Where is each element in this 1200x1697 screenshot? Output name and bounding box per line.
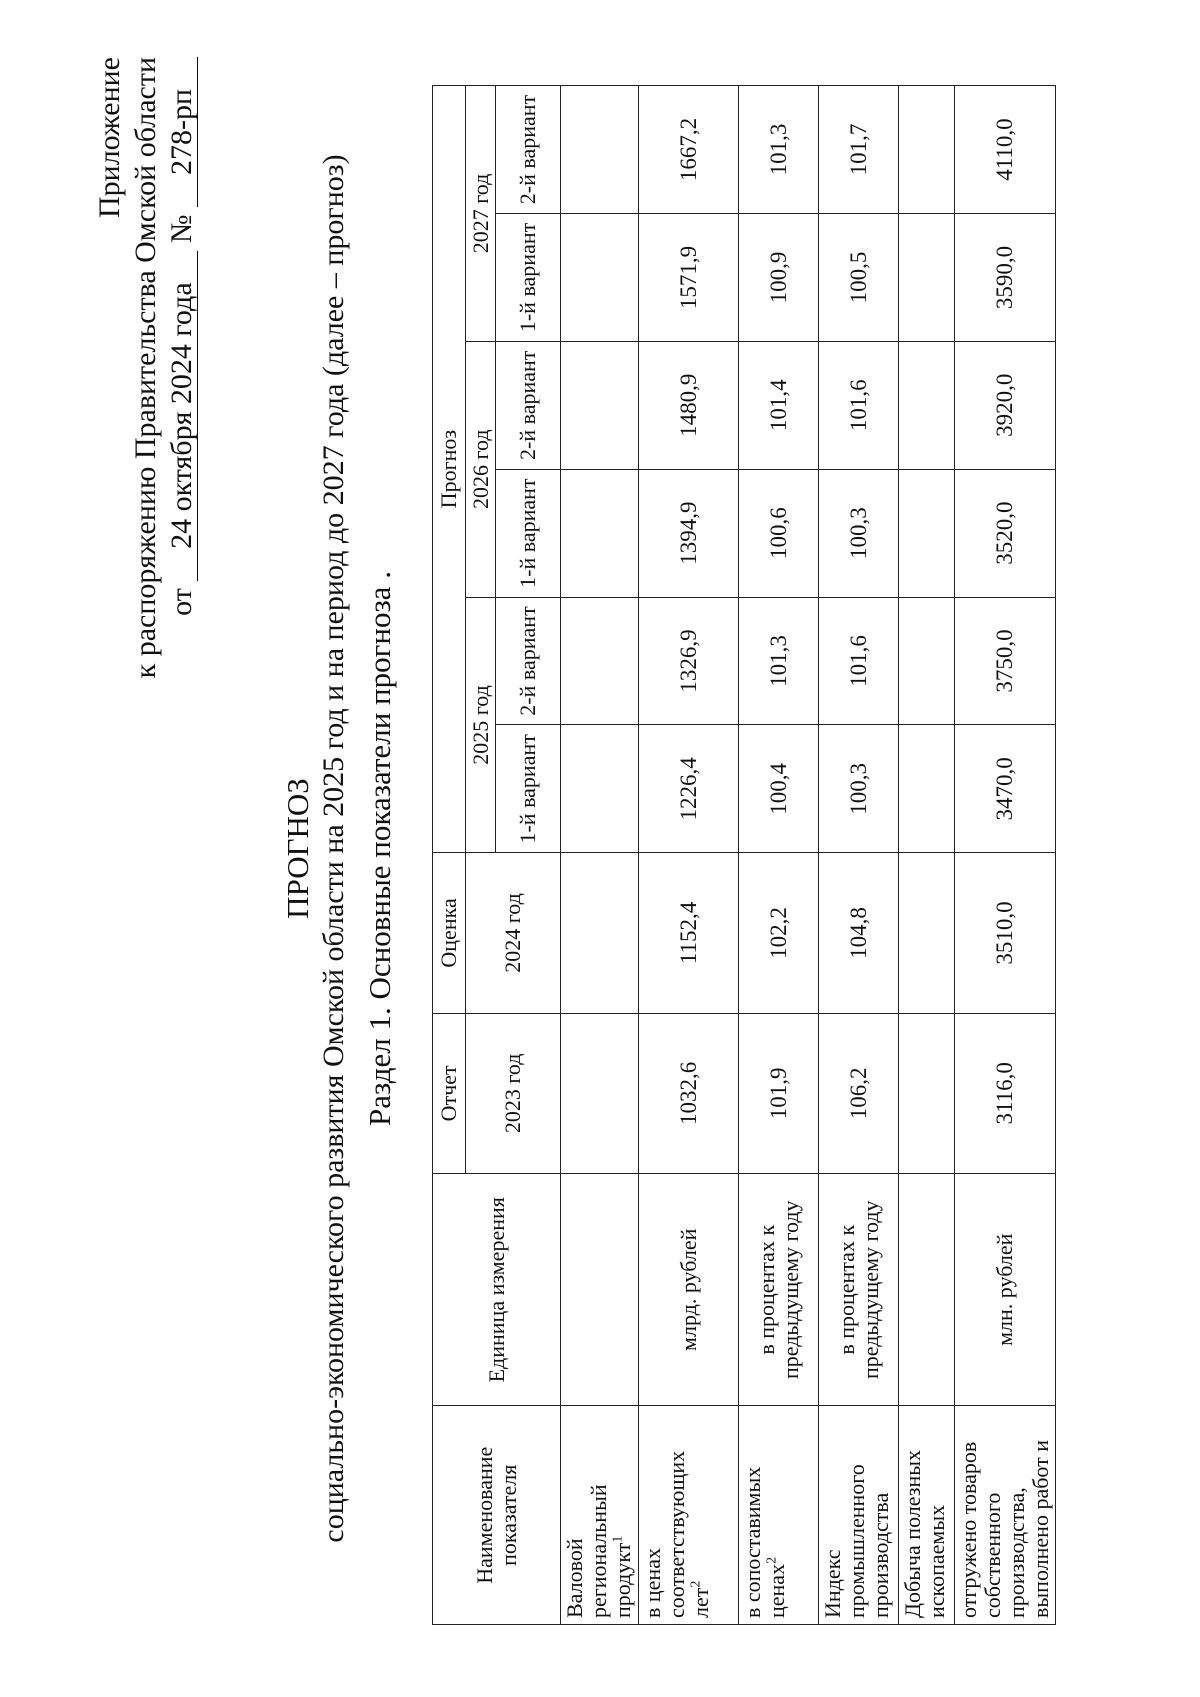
indicator-name-cell — [739, 1406, 819, 1625]
indicator-name: отгружено товаров собственного производства, выполнено работ и — [956, 1440, 1053, 1618]
value-cell: 100,6 — [739, 469, 819, 597]
footnote-marker: 1 — [610, 1535, 626, 1543]
document-subtitle: социально-экономического развития Омской области на 2025 год и на период до 2027 года (далее – прогноз) — [317, 154, 350, 1543]
table-row — [899, 86, 955, 1625]
value-cell: 100,4 — [739, 725, 819, 853]
section-title-text: Раздел 1. Основные показатели прогноза — [362, 586, 397, 1126]
appendix-decree: к распоряжению Правительства Омской области — [129, 57, 162, 679]
indicator-name-cell — [955, 1406, 1056, 1625]
value-cell — [561, 214, 639, 342]
value-cell — [561, 597, 639, 725]
value-cell: 101,9 — [739, 1013, 819, 1173]
value-cell: 1032,6 — [639, 1013, 739, 1173]
header-2026-variant-2: 2-й вариант — [496, 341, 561, 469]
table-row — [739, 86, 819, 1625]
value-cell: 101,3 — [739, 86, 819, 214]
value-cell — [561, 86, 639, 214]
appendix-label: Приложение — [93, 57, 126, 219]
value-cell: 1326,9 — [639, 597, 739, 725]
header-year-2027: 2027 год — [466, 86, 496, 342]
header-unit: Единица измерения — [433, 1174, 561, 1406]
indicator-name-cell — [819, 1406, 899, 1625]
header-year-2024: 2024 год — [466, 853, 561, 1013]
value-cell: 1667,2 — [639, 86, 739, 214]
header-2027-variant-1: 1-й вариант — [496, 214, 561, 342]
indicator-name-cell — [639, 1406, 739, 1625]
value-cell — [561, 469, 639, 597]
value-cell — [899, 1013, 955, 1173]
appendix-block — [92, 57, 200, 697]
value-cell: 3510,0 — [955, 853, 1056, 1013]
forecast-table — [432, 85, 1056, 1625]
document-title-block — [280, 0, 352, 1697]
value-cell — [561, 725, 639, 853]
value-cell: 1571,9 — [639, 214, 739, 342]
table-body — [561, 86, 1056, 1625]
header-2026-variant-1: 1-й вариант — [496, 469, 561, 597]
header-year-2026: 2026 год — [466, 341, 496, 597]
unit-cell: млрд. рублей — [639, 1174, 739, 1406]
unit-cell — [899, 1174, 955, 1406]
value-cell — [899, 341, 955, 469]
value-cell — [899, 597, 955, 725]
header-report: Отчет — [433, 1013, 466, 1173]
header-year-2023: 2023 год — [466, 1013, 561, 1173]
value-cell: 100,3 — [819, 469, 899, 597]
value-cell: 3116,0 — [955, 1013, 1056, 1173]
value-cell — [561, 853, 639, 1013]
value-cell: 101,4 — [739, 341, 819, 469]
document-heading: ПРОГНОЗ — [280, 778, 315, 919]
value-cell: 1394,9 — [639, 469, 739, 597]
header-2027-variant-2: 2-й вариант — [496, 86, 561, 214]
value-cell — [899, 469, 955, 597]
from-label: от — [165, 588, 198, 616]
indicator-name: в сопоставимых ценах — [740, 1466, 789, 1618]
footnote-marker: 2 — [764, 1556, 780, 1564]
value-cell: 1480,9 — [639, 341, 739, 469]
table-row — [819, 86, 899, 1625]
value-cell: 101,3 — [739, 597, 819, 725]
value-cell: 102,2 — [739, 853, 819, 1013]
indicator-name: в ценах соответствующих лет — [640, 1450, 713, 1618]
value-cell: 100,9 — [739, 214, 819, 342]
header-forecast: Прогноз — [433, 86, 466, 853]
value-cell: 101,7 — [819, 86, 899, 214]
unit-cell: в процентах к предыдущему году — [819, 1174, 899, 1406]
unit-cell: в процентах к предыдущему году — [739, 1174, 819, 1406]
indicator-name: Валовой региональный продукт — [562, 1484, 635, 1618]
value-cell: 3590,0 — [955, 214, 1056, 342]
value-cell — [899, 725, 955, 853]
value-cell: 100,3 — [819, 725, 899, 853]
section-title — [362, 0, 398, 1697]
value-cell: 3750,0 — [955, 597, 1056, 725]
value-cell — [899, 86, 955, 214]
decree-number: 278-рп — [167, 57, 198, 207]
value-cell: 104,8 — [819, 853, 899, 1013]
value-cell: 106,2 — [819, 1013, 899, 1173]
value-cell: 101,6 — [819, 341, 899, 469]
number-label: № — [165, 214, 198, 244]
value-cell — [561, 1013, 639, 1173]
value-cell: 3470,0 — [955, 725, 1056, 853]
indicator-name-cell — [561, 1406, 639, 1625]
value-cell: 4110,0 — [955, 86, 1056, 214]
header-2025-variant-2: 2-й вариант — [496, 597, 561, 725]
value-cell — [899, 214, 955, 342]
table-row — [639, 86, 739, 1625]
header-name: Наименование показателя — [433, 1406, 561, 1625]
unit-cell: млн. рублей — [955, 1174, 1056, 1406]
value-cell: 1152,4 — [639, 853, 739, 1013]
value-cell: 3920,0 — [955, 341, 1056, 469]
decree-date: 24 октября 2024 года — [167, 251, 198, 581]
header-year-2025: 2025 год — [466, 597, 496, 853]
value-cell — [899, 853, 955, 1013]
table-row — [955, 86, 1056, 1625]
header-2025-variant-1: 1-й вариант — [496, 725, 561, 853]
appendix-date-line — [164, 57, 200, 697]
indicator-name-cell — [899, 1406, 955, 1625]
header-estimate: Оценка — [433, 853, 466, 1013]
indicator-name: Добыча полезных ископаемых — [900, 1449, 949, 1618]
value-cell: 3520,0 — [955, 469, 1056, 597]
value-cell: 101,6 — [819, 597, 899, 725]
footnote-marker: 2 — [688, 1580, 704, 1588]
value-cell: 1226,4 — [639, 725, 739, 853]
table-row — [561, 86, 639, 1625]
value-cell — [561, 341, 639, 469]
unit-cell — [561, 1174, 639, 1406]
indicator-name: Индекс промышленного производства — [820, 1464, 893, 1618]
section-title-dot: . — [362, 571, 397, 579]
value-cell: 100,5 — [819, 214, 899, 342]
